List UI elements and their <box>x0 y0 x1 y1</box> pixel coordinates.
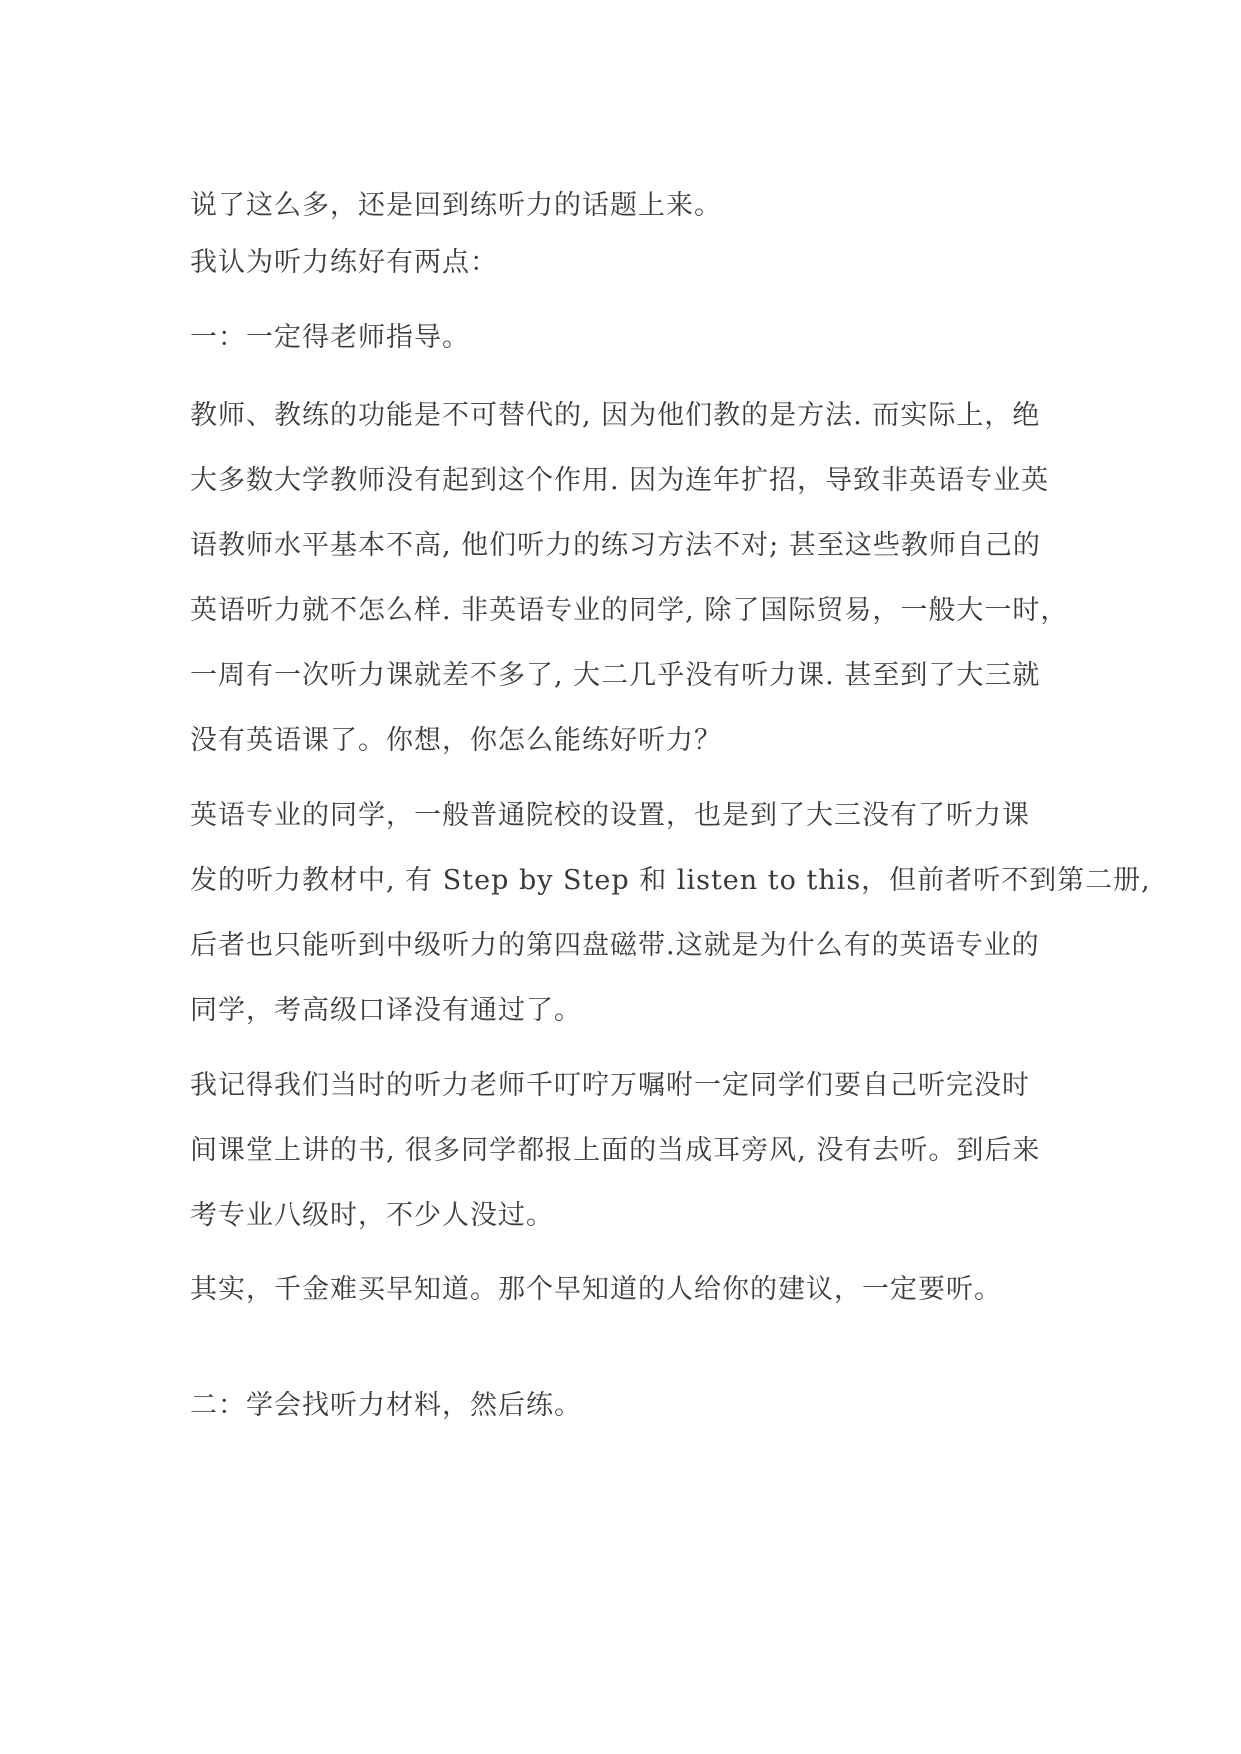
text-line: 没有英语课了。你想，你怎么能练好听力？ <box>190 725 722 756</box>
text-line: 一周有一次听力课就差不多了, 大二几乎没有听力课. 甚至到了大三就 <box>190 660 1041 691</box>
text-line: 英语听力就不怎么样. 非英语专业的同学, 除了国际贸易，一般大一时， <box>190 595 1069 626</box>
text-line: 英语专业的同学，一般普通院校的设置，也是到了大三没有了听力课 <box>190 800 1030 831</box>
section-heading-1: 一：一定得老师指导。 <box>190 322 470 353</box>
text-line: 间课堂上讲的书, 很多同学都报上面的当成耳旁风, 没有去听。到后来 <box>190 1135 1041 1166</box>
text-line: 大多数大学教师没有起到这个作用. 因为连年扩招，导致非英语专业英 <box>190 465 1050 496</box>
text-line: 发的听力教材中, 有 Step by Step 和 listen to this，但前者听不到第二册, <box>190 865 1151 896</box>
text-line: 语教师水平基本不高, 他们听力的练习方法不对; 甚至这些教师自己的 <box>190 530 1041 561</box>
text-line: 考专业八级时，不少人没过。 <box>190 1200 554 1231</box>
section-heading-2: 二：学会找听力材料，然后练。 <box>190 1390 582 1421</box>
text-line: 我认为听力练好有两点： <box>190 247 498 278</box>
text-line: 说了这么多，还是回到练听力的话题上来。 <box>190 190 722 221</box>
text-line: 同学，考高级口译没有通过了。 <box>190 995 582 1026</box>
text-line: 教师、教练的功能是不可替代的, 因为他们教的是方法. 而实际上，绝 <box>190 400 1041 431</box>
text-line: 后者也只能听到中级听力的第四盘磁带.这就是为什么有的英语专业的 <box>190 930 1040 961</box>
text-line: 我记得我们当时的听力老师千叮咛万嘱咐一定同学们要自己听完没时 <box>190 1070 1030 1101</box>
text-line: 其实，千金难买早知道。那个早知道的人给你的建议，一定要听。 <box>190 1274 1002 1305</box>
